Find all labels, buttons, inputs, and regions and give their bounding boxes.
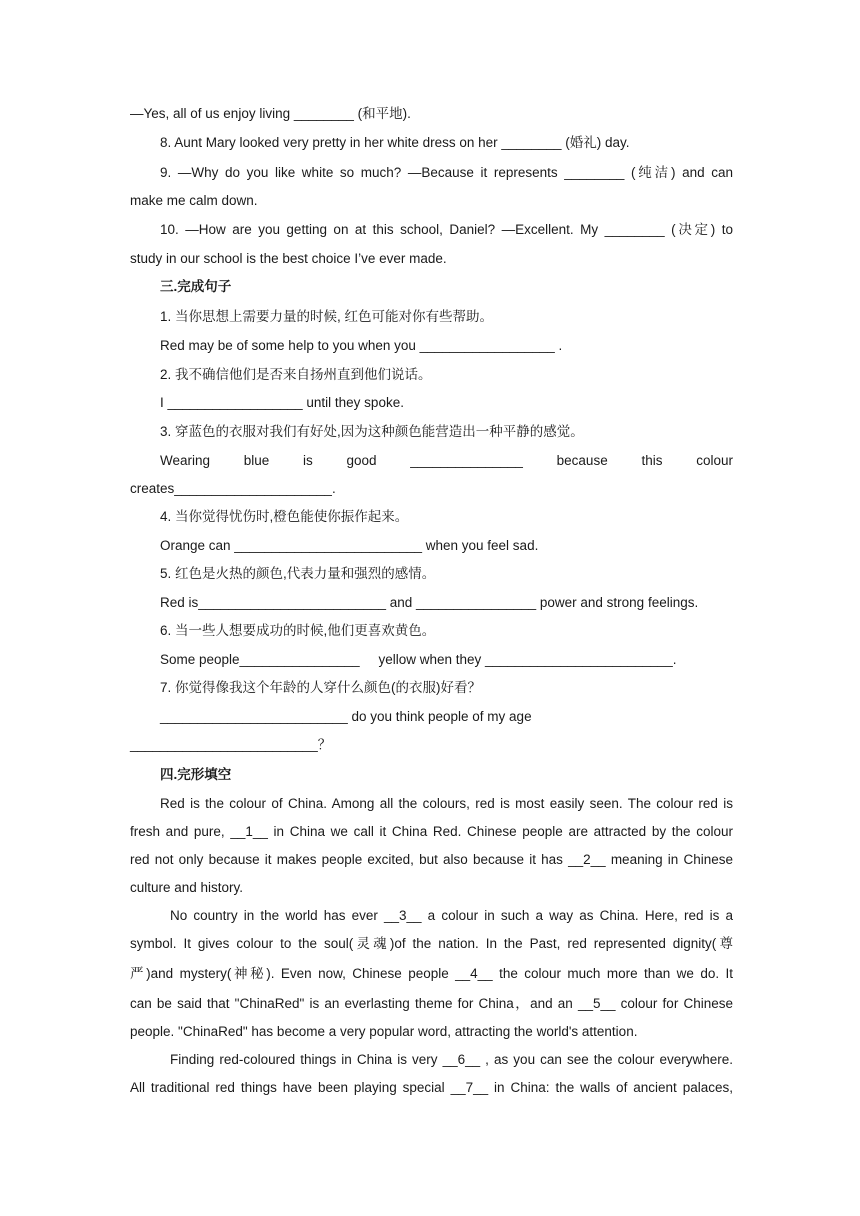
question-9-line2: make me calm down.: [130, 193, 258, 208]
passage-p1-line3: red not only because it makes people excited, but also because it has __2__ meaning in Chinese: [130, 852, 733, 867]
passage-p2-line1: No country in the world has ever __3__ a colour in such a way as China. Here, red is a: [170, 908, 733, 923]
sentence-7-chinese: 7. 你觉得像我这个年龄的人穿什么颜色(的衣服)好看？: [160, 680, 482, 695]
sentence-2-chinese: 2. 我不确信他们是否来自扬州直到他们说话。: [160, 367, 432, 382]
section-heading-part3: 三.完成句子: [160, 279, 232, 294]
sentence-1-chinese: 1. 当你思想上需要力量的时候, 红色可能对你有些帮助。: [160, 309, 494, 324]
word: Wearing: [160, 453, 211, 468]
q7-answer-line: —Yes, all of us enjoy living ________ (和平地).: [130, 106, 411, 121]
sentence-3-chinese: 3. 穿蓝色的衣服对我们有好处,因为这种颜色能营造出一种平静的感觉。: [160, 424, 584, 439]
sentence-3-english-line1: [160, 452, 733, 470]
word: because: [556, 453, 608, 468]
question-9-line1: 9. —Why do you like white so much? —Because it represents ________ (纯洁) and can: [160, 165, 733, 180]
passage-p3-line1: Finding red-coloured things in China is very __6__ , as you can see the colour everywhere.: [170, 1052, 733, 1067]
passage-p1-line2: fresh and pure, __1__ in China we call it China Red. Chinese people are attracted by the colour: [130, 824, 733, 839]
sentence-3-english-line2: creates_____________________.: [130, 481, 336, 496]
word: colour: [696, 453, 733, 468]
question-8: 8. Aunt Mary looked very pretty in her white dress on her ________ (婚礼) day.: [160, 135, 630, 150]
section-heading-part4: 四.完形填空: [160, 767, 232, 782]
sentence-4-chinese: 4. 当你觉得忧伤时,橙色能使你振作起来。: [160, 509, 409, 524]
sentence-7-english-line2: _________________________？: [130, 737, 332, 752]
word: blue: [243, 453, 270, 468]
word: good: [346, 453, 377, 468]
question-10-line2: study in our school is the best choice I’ve ever made.: [130, 251, 447, 266]
passage-p1-line4: culture and history.: [130, 880, 244, 895]
passage-p2-line2: symbol. It gives colour to the soul(灵魂)of the nation. In the Past, red represented dignity(尊: [130, 936, 733, 951]
passage-p2-line5: people. "ChinaRed" has become a very popular word, attracting the world's attention.: [130, 1024, 638, 1039]
passage-p1-line1: Red is the colour of China. Among all the colours, red is most easily seen. The colour red is: [160, 796, 733, 811]
blank: _______________: [410, 453, 523, 468]
word: this: [641, 453, 663, 468]
sentence-5-english: Red is_________________________ and ________________ power and strong feelings.: [160, 595, 699, 610]
passage-p2-line3: 严)and mystery(神秘). Even now, Chinese people __4__ the colour much more than we do. It: [130, 966, 733, 981]
passage-p2-line4: can be said that "ChinaRed" is an everlasting theme for China，and an __5__ colour for Chinese: [130, 996, 733, 1011]
sentence-6-chinese: 6. 当一些人想要成功的时候,他们更喜欢黄色。: [160, 623, 436, 638]
sentence-6-english: Some people________________ yellow when they _________________________.: [160, 652, 677, 667]
passage-p3-line2: All traditional red things have been playing special __7__ in China: the walls of ancient palaces,: [130, 1080, 733, 1095]
question-10-line1: 10. —How are you getting on at this school, Daniel? —Excellent. My ________ (决定) to: [160, 222, 733, 237]
word: is: [303, 453, 313, 468]
sentence-5-chinese: 5. 红色是火热的颜色,代表力量和强烈的感情。: [160, 566, 436, 581]
sentence-7-english: _________________________ do you think people of my age: [160, 709, 532, 724]
sentence-4-english: Orange can _________________________ when you feel sad.: [160, 538, 539, 553]
sentence-2-english: I __________________ until they spoke.: [160, 395, 404, 410]
sentence-1-english: Red may be of some help to you when you __________________ .: [160, 338, 563, 353]
